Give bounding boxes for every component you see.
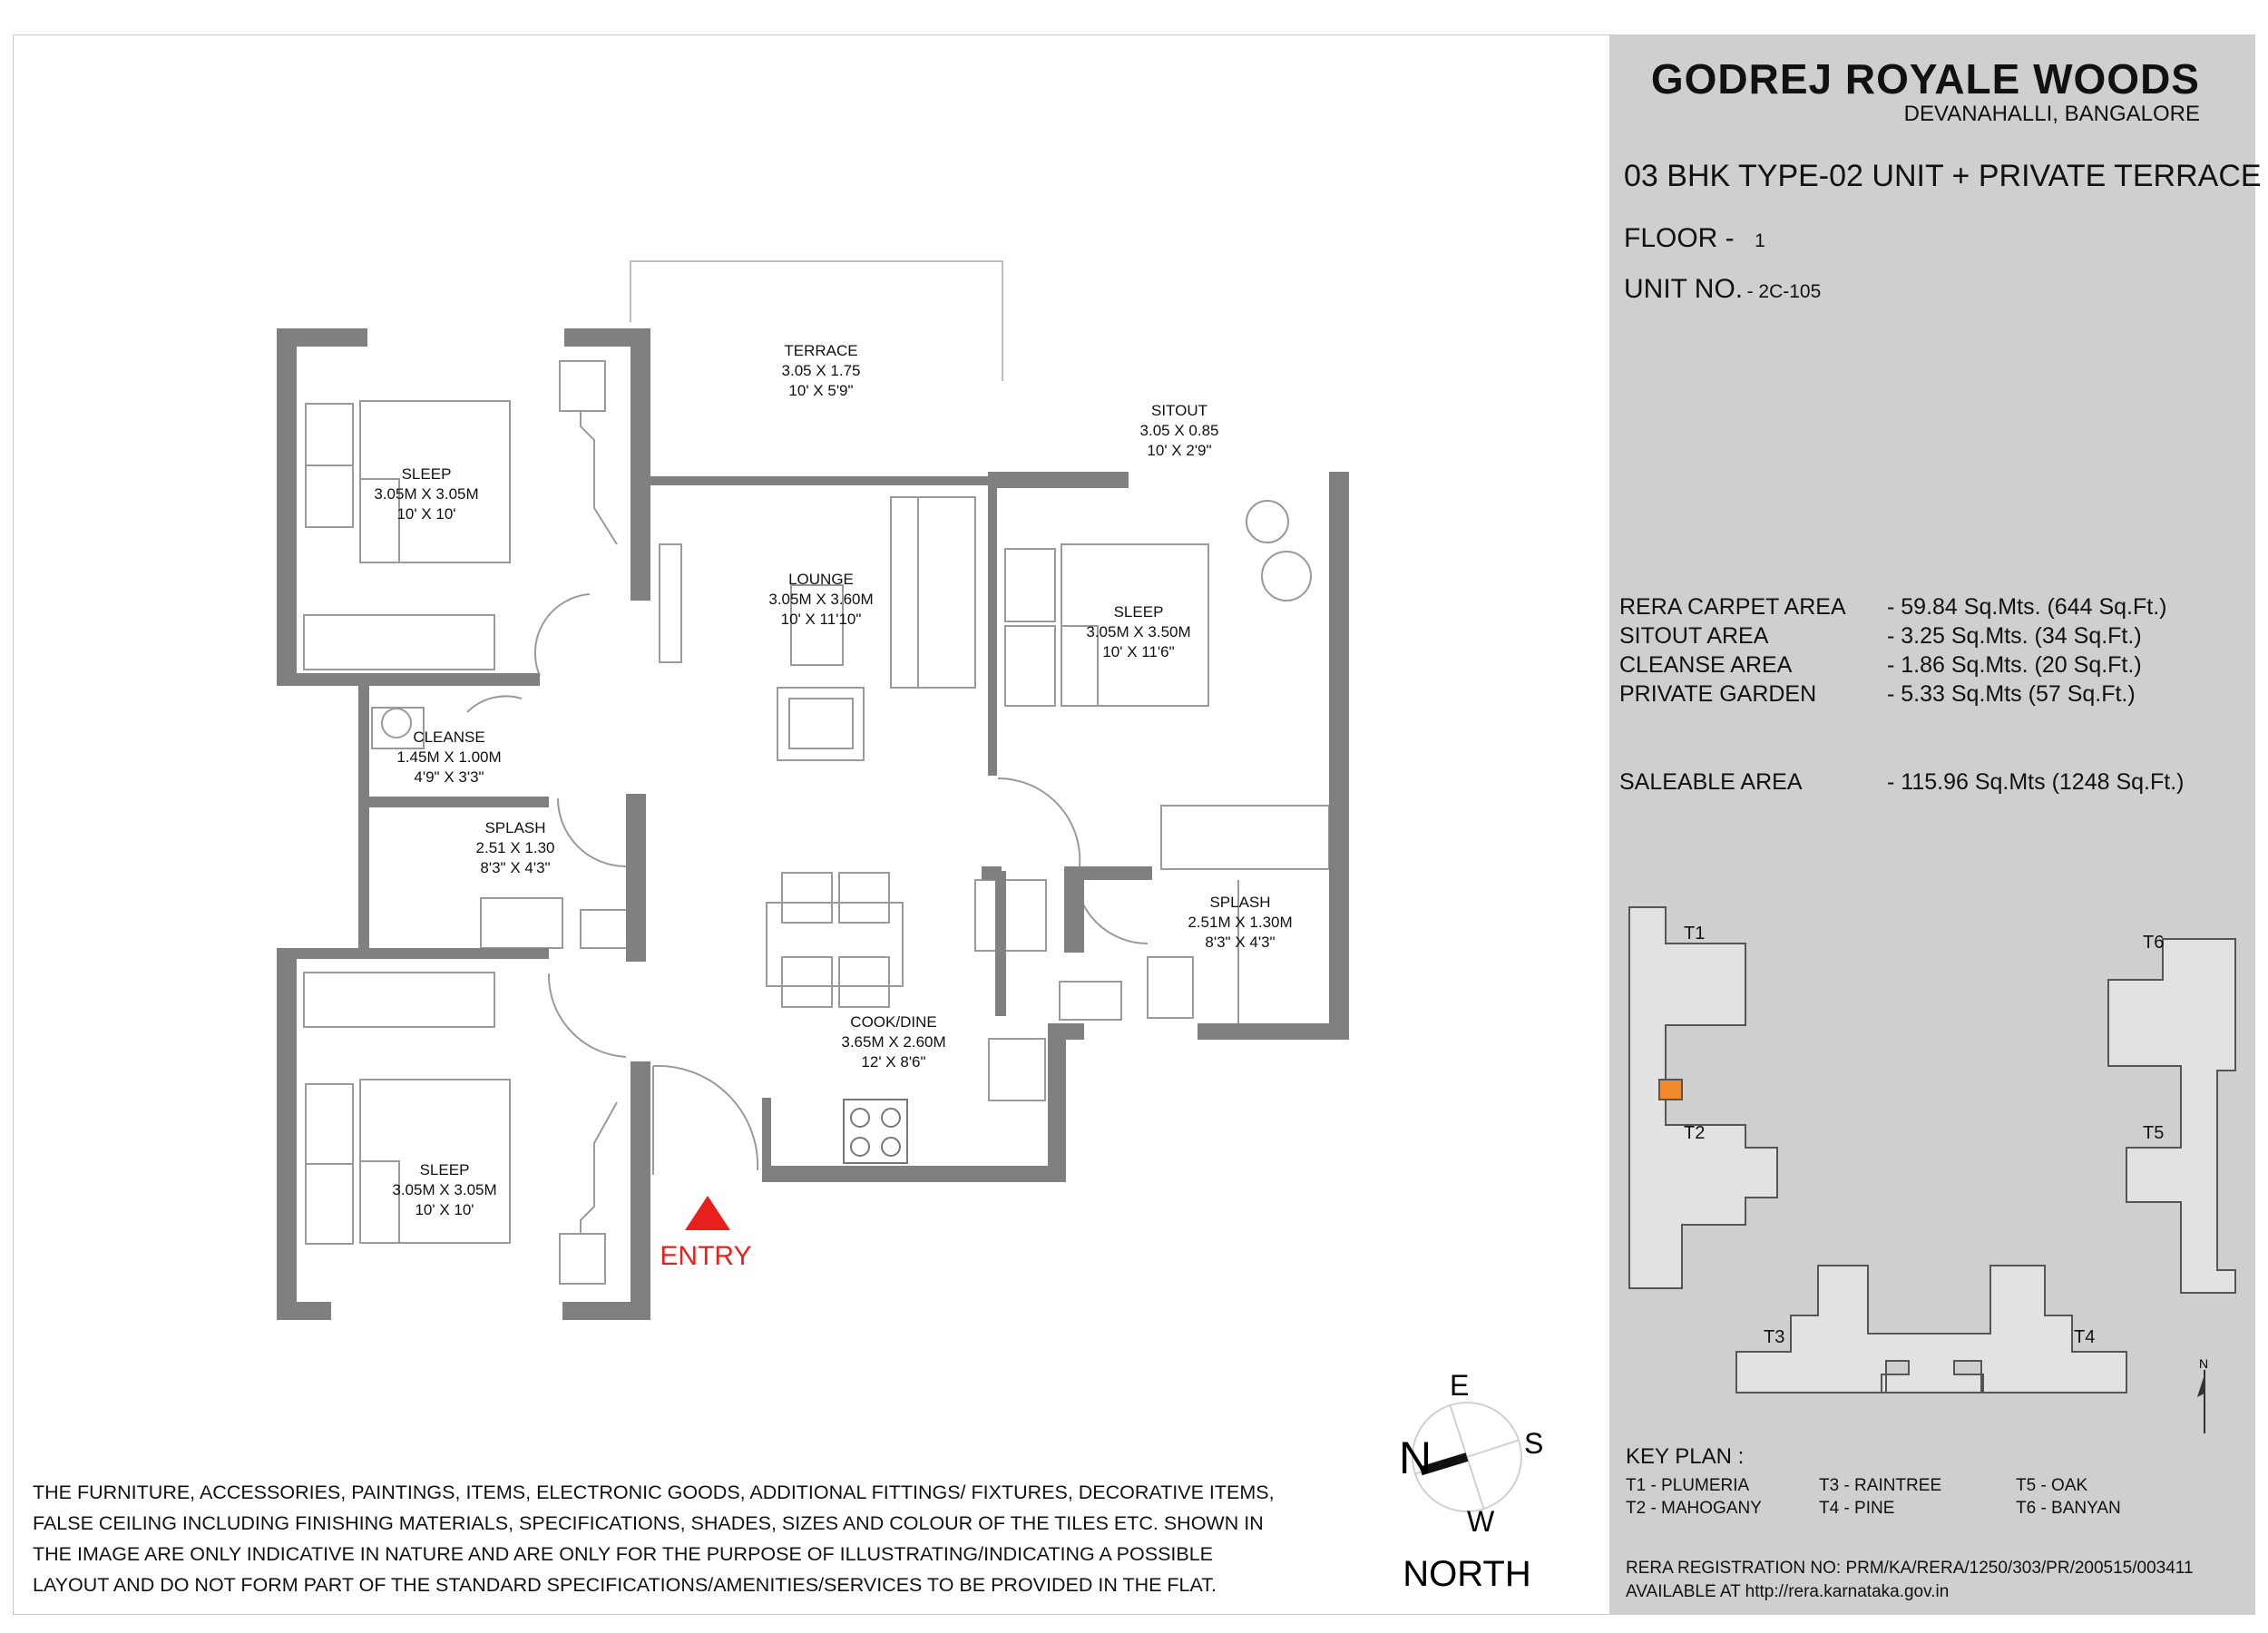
splash2-m: 2.51M X 1.30M [1188, 914, 1293, 931]
sitout-ft: 10' X 2'9" [1147, 442, 1212, 459]
project-location: DEVANAHALLI, BANGALORE [1903, 102, 2200, 126]
sleep1-m: 3.05M X 3.05M [374, 485, 479, 503]
area-label-3: CLEANSE AREA [1619, 652, 1793, 678]
sleep3-name: SLEEP [419, 1161, 470, 1178]
splash1-name: SPLASH [484, 819, 546, 836]
area-label-1: RERA CARPET AREA [1619, 594, 1846, 620]
tower-t4: T4 [2074, 1327, 2096, 1347]
sleep3-m: 3.05M X 3.05M [392, 1181, 497, 1198]
keyplan-north-arrow [2197, 1356, 2208, 1433]
compass-w: W [1467, 1505, 1495, 1538]
area-label-4: PRIVATE GARDEN [1619, 681, 1817, 707]
lounge-m: 3.05M X 3.60M [768, 591, 874, 608]
splash2-name: SPLASH [1209, 894, 1271, 911]
sitout-name: SITOUT [1150, 402, 1208, 419]
unit-no-value: - 2C-105 [1746, 281, 1822, 302]
cook-name: COOK/DINE [850, 1013, 937, 1031]
saleable-label: SALEABLE AREA [1619, 769, 1803, 795]
rera-registration: RERA REGISTRATION NO: PRM/KA/RERA/1250/303/PR/200515/003411 [1626, 1559, 2194, 1578]
area-value-3: - 1.86 Sq.Mts. (20 Sq.Ft.) [1887, 652, 2142, 678]
unit-no-row [1624, 274, 1821, 305]
compass-s: S [1524, 1427, 1544, 1460]
lounge-name: LOUNGE [788, 571, 854, 588]
key-t2: T2 - MAHOGANY [1626, 1499, 1762, 1518]
keyplan-north-label: N [2199, 1356, 2209, 1371]
key-t3: T3 - RAINTREE [1819, 1476, 1942, 1495]
compass-n: N [1399, 1433, 1432, 1483]
cleanse-m: 1.45M X 1.00M [396, 748, 502, 766]
area-label-2: SITOUT AREA [1619, 623, 1769, 649]
terrace-m: 3.05 X 1.75 [781, 362, 861, 379]
compass-e: E [1450, 1369, 1470, 1402]
tower-t2: T2 [1684, 1123, 1706, 1143]
cook-m: 3.65M X 2.60M [841, 1033, 946, 1051]
cook-ft: 12' X 8'6" [861, 1053, 926, 1071]
splash2-ft: 8'3" X 4'3" [1205, 934, 1276, 951]
sleep2-name: SLEEP [1113, 603, 1164, 621]
sleep1-name: SLEEP [401, 465, 452, 483]
sitout-m: 3.05 X 0.85 [1139, 422, 1219, 439]
rera-link[interactable]: AVAILABLE AT http://rera.karnataka.gov.in [1626, 1582, 1950, 1601]
sleep2-ft: 10' X 11'6" [1102, 643, 1175, 660]
entry-arrow [685, 1196, 730, 1230]
sleep2-m: 3.05M X 3.50M [1086, 623, 1191, 640]
tower-t3: T3 [1764, 1327, 1785, 1347]
compass-north: NORTH [1403, 1554, 1531, 1594]
keyplan-heading: KEY PLAN : [1626, 1444, 1745, 1469]
disclaimer-line-3: THE IMAGE ARE ONLY INDICATIVE IN NATURE AND ARE ONLY FOR THE PURPOSE OF ILLUSTRATING/INDICATING A POSSIBLE [33, 1543, 1214, 1565]
cleanse-ft: 4'9" X 3'3" [414, 768, 484, 786]
tower-t6: T6 [2143, 933, 2165, 953]
saleable-value: - 115.96 Sq.Mts (1248 Sq.Ft.) [1887, 769, 2185, 795]
tower-t5: T5 [2143, 1123, 2165, 1143]
floor-row [1624, 223, 1765, 254]
terrace-name: TERRACE [784, 342, 858, 359]
disclaimer-line-1: THE FURNITURE, ACCESSORIES, PAINTINGS, ITEMS, ELECTRONIC GOODS, ADDITIONAL FITTINGS/ FIXTURES, DECORATIVE ITEMS, [33, 1481, 1275, 1503]
area-value-2: - 3.25 Sq.Mts. (34 Sq.Ft.) [1887, 623, 2142, 649]
key-t5: T5 - OAK [2016, 1476, 2088, 1495]
area-value-4: - 5.33 Sq.Mts (57 Sq.Ft.) [1887, 681, 2136, 707]
key-plan [1609, 889, 2255, 1433]
key-t1: T1 - PLUMERIA [1626, 1476, 1750, 1495]
floor-value: 1 [1755, 230, 1765, 251]
room-labels [374, 342, 1292, 1218]
unit-no-label: UNIT NO. [1624, 274, 1744, 304]
key-t4: T4 - PINE [1819, 1499, 1895, 1518]
unit-type: 03 BHK TYPE-02 UNIT + PRIVATE TERRACE [1624, 159, 2262, 193]
entry-label: ENTRY [660, 1241, 752, 1271]
sleep3-ft: 10' X 10' [415, 1201, 474, 1218]
splash1-m: 2.51 X 1.30 [475, 839, 555, 856]
kitchen-hob [844, 1100, 907, 1163]
floor-label: FLOOR - [1624, 223, 1735, 253]
disclaimer [33, 1477, 1275, 1600]
key-t6: T6 - BANYAN [2016, 1499, 2121, 1518]
splash1-ft: 8'3" X 4'3" [480, 859, 551, 876]
disclaimer-line-4: LAYOUT AND DO NOT FORM PART OF THE STANDARD SPECIFICATIONS/AMENITIES/SERVICES TO BE PROVIDED IN THE FLAT. [33, 1574, 1217, 1596]
disclaimer-line-2: FALSE CEILING INCLUDING FINISHING MATERIALS, SPECIFICATIONS, SHADES, SIZES AND COLOUR OF THE TILES ETC. SHOWN IN [33, 1512, 1264, 1534]
cleanse-name: CLEANSE [413, 728, 485, 746]
sleep1-ft: 10' X 10' [396, 505, 456, 523]
area-value-1: - 59.84 Sq.Mts. (644 Sq.Ft.) [1887, 594, 2167, 620]
compass [1399, 1369, 1543, 1594]
project-title: GODREJ ROYALE WOODS [1650, 55, 2200, 103]
tower-t1: T1 [1684, 924, 1706, 944]
terrace-ft: 10' X 5'9" [788, 382, 854, 399]
lounge-ft: 10' X 11'10" [780, 611, 862, 628]
